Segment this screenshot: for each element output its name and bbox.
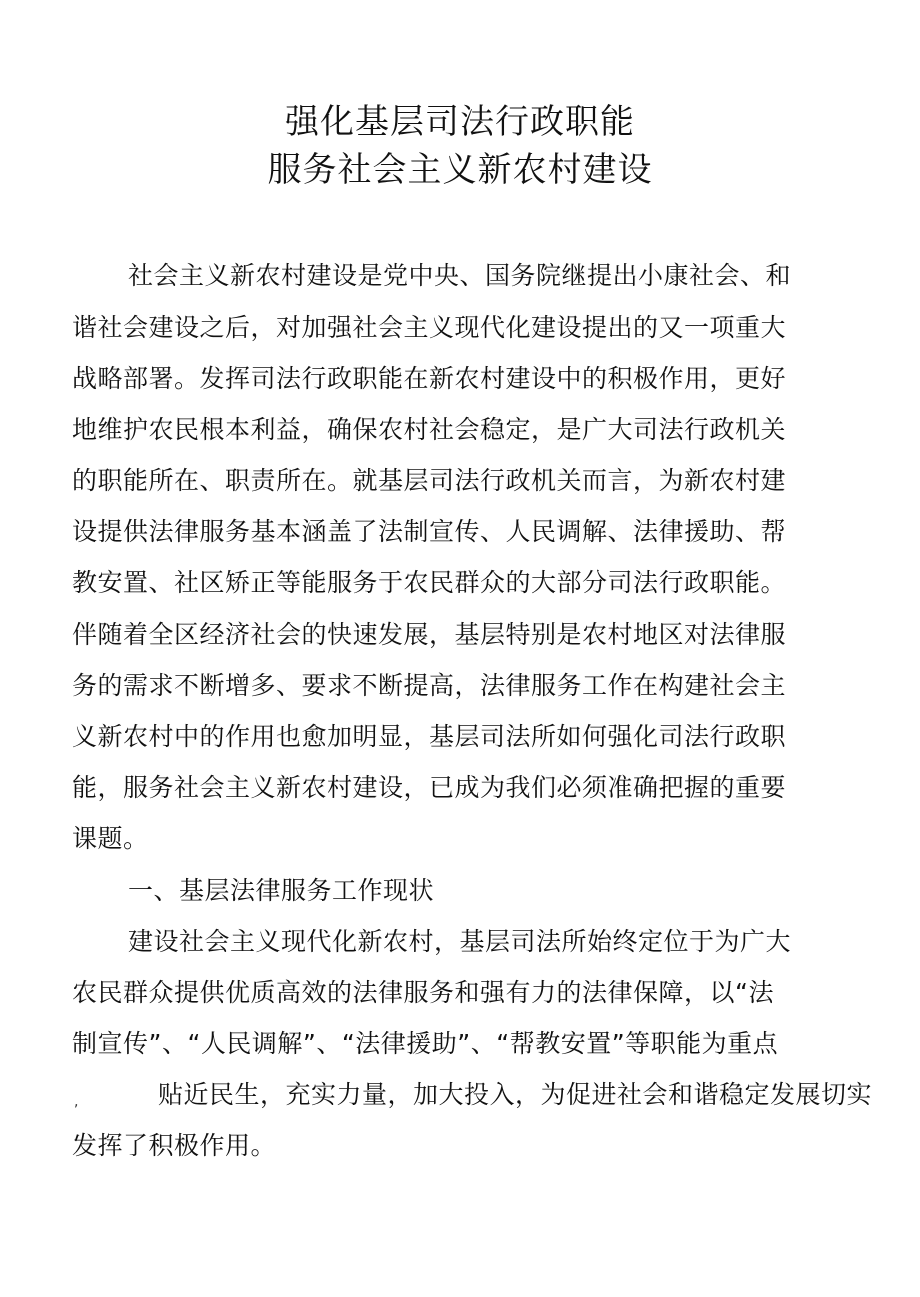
paragraph-line: 设提供法律服务基本涵盖了法制宣传、人民调解、法律援助、帮 <box>72 517 787 546</box>
document-title-line-2: 服务社会主义新农村建设 <box>267 150 653 190</box>
paragraph-line: 贴近民生，充实力量，加大投入，为促进社会和谐稳定发展切实 <box>158 1080 873 1109</box>
paragraph-line: 教安置、社区矫正等能服务于农民群众的大部分司法行政职能。 <box>72 568 787 597</box>
paragraph-line: 义新农村中的作用也愈加明显，基层司法所如何强化司法行政职 <box>72 722 787 751</box>
stray-comma-mark: , <box>74 1094 79 1110</box>
section-heading: 一、基层法律服务工作现状 <box>128 876 435 905</box>
paragraph-line: 战略部署。发挥司法行政职能在新农村建设中的积极作用，更好 <box>72 364 787 393</box>
paragraph-line: 的职能所在、职责所在。就基层司法行政机关而言，为新农村建 <box>72 466 787 495</box>
paragraph-line: 农民群众提供优质高效的法律服务和强有力的法律保障，以“法 <box>72 978 774 1007</box>
paragraph-line: 能，服务社会主义新农村建设，已成为我们必须准确把握的重要 <box>72 773 787 802</box>
paragraph-line: 课题。 <box>72 824 149 853</box>
paragraph-line: 地维护农民根本利益，确保农村社会稳定，是广大司法行政机关 <box>72 415 787 444</box>
document-title-line-1: 强化基层司法行政职能 <box>285 102 635 142</box>
paragraph-line: 务的需求不断增多、要求不断提高，法律服务工作在构建社会主 <box>72 671 787 700</box>
paragraph-line: 社会主义新农村建设是党中央、国务院继提出小康社会、和 <box>128 261 792 290</box>
paragraph-line: 谐社会建设之后，对加强社会主义现代化建设提出的又一项重大 <box>72 313 787 342</box>
paragraph-line: 发挥了积极作用。 <box>72 1131 277 1160</box>
paragraph-line: 制宣传”、“人民调解”、“法律援助”、“帮教安置”等职能为重点 <box>72 1029 779 1058</box>
paragraph-line: 建设社会主义现代化新农村，基层司法所始终定位于为广大 <box>128 927 792 956</box>
paragraph-line: 伴随着全区经济社会的快速发展，基层特别是农村地区对法律服 <box>72 620 787 649</box>
